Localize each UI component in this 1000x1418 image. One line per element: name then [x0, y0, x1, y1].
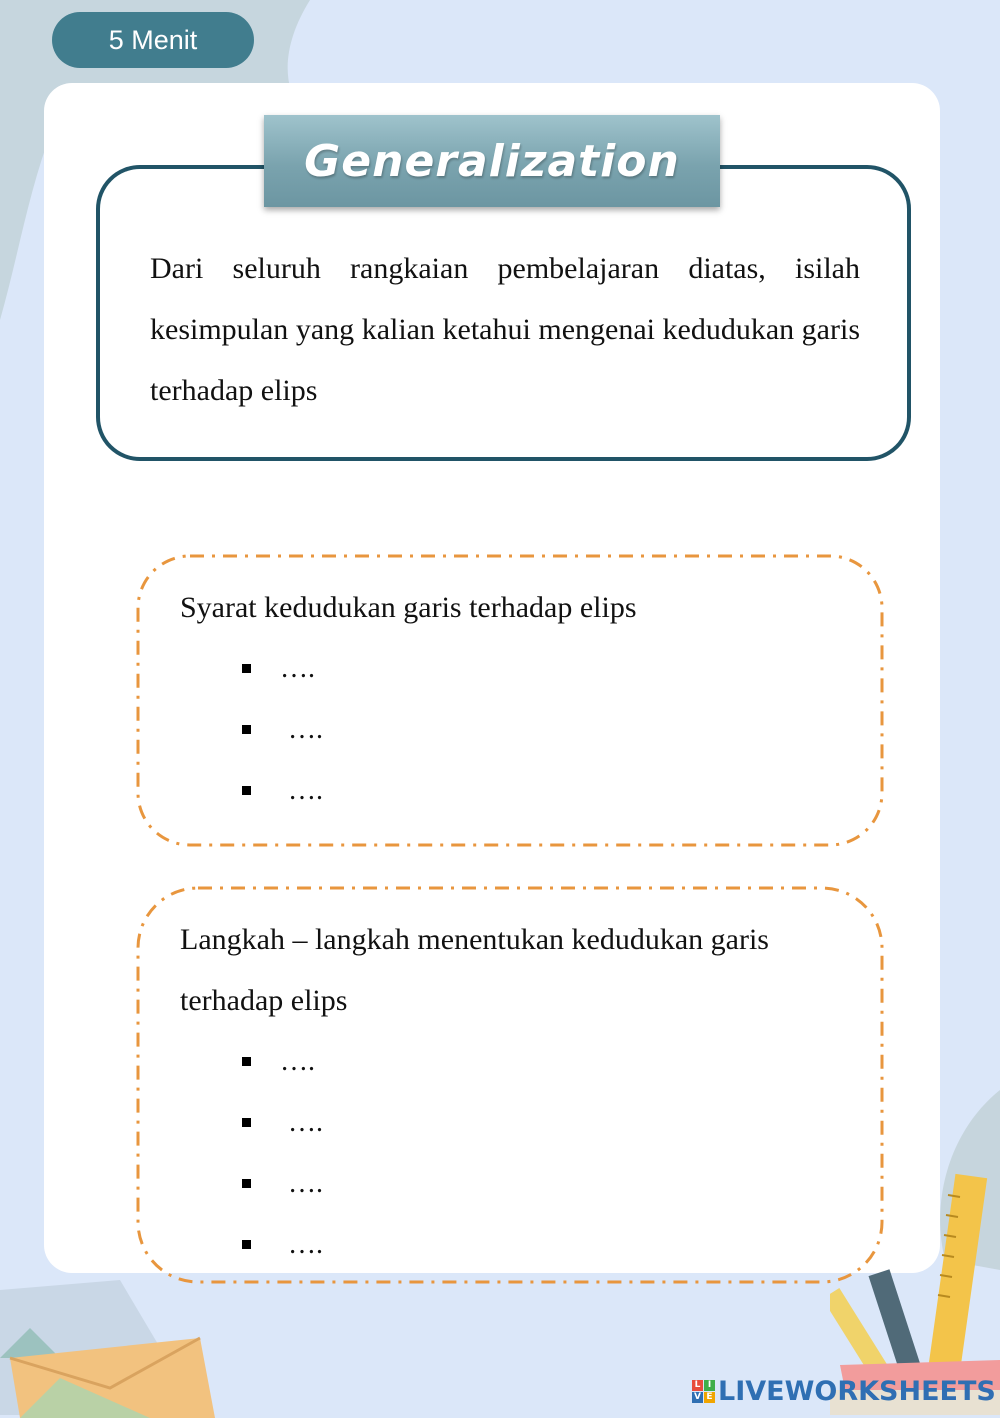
answer-blank[interactable]: …. [280, 1045, 315, 1077]
conditions-list [242, 638, 323, 821]
answer-blank[interactable]: …. [288, 1167, 323, 1199]
time-badge [52, 12, 254, 68]
bullet-square-icon [242, 1179, 251, 1188]
steps-list [242, 1031, 323, 1275]
liveworksheets-logo [692, 1373, 996, 1409]
list-item [242, 1153, 323, 1214]
bullet-square-icon [242, 1240, 251, 1249]
answer-blank[interactable]: …. [288, 774, 323, 806]
time-label: 5 Menit [108, 24, 198, 55]
brand-text: LIVEWORKSHEETS [718, 1375, 996, 1407]
instruction-text: Dari seluruh rangkaian pembelajaran diatas, isilah kesimpulan yang kalian ketahui mengenai kedudukan garis terhadap elips [150, 252, 860, 407]
steps-title: Langkah – langkah menentukan kedudukan garis terhadap elips [180, 923, 769, 1017]
brand-mark-icon: L I V E [692, 1380, 715, 1403]
title-banner [264, 115, 720, 207]
answer-blank[interactable]: …. [288, 713, 323, 745]
list-item [242, 1214, 323, 1275]
bullet-square-icon [242, 786, 251, 795]
list-item [242, 638, 323, 699]
bullet-square-icon [242, 664, 251, 673]
bullet-square-icon [242, 1118, 251, 1127]
answer-blank[interactable]: …. [280, 652, 315, 684]
list-item [242, 1092, 323, 1153]
answer-blank[interactable]: …. [288, 1106, 323, 1138]
list-item [242, 699, 323, 760]
list-item [242, 760, 323, 821]
bullet-square-icon [242, 725, 251, 734]
envelope-illustration [0, 1318, 220, 1418]
conditions-title: Syarat kedudukan garis terhadap elips [180, 591, 637, 624]
page-title: Generalization [304, 135, 680, 187]
list-item [242, 1031, 323, 1092]
answer-blank[interactable]: …. [288, 1228, 323, 1260]
bullet-square-icon [242, 1057, 251, 1066]
